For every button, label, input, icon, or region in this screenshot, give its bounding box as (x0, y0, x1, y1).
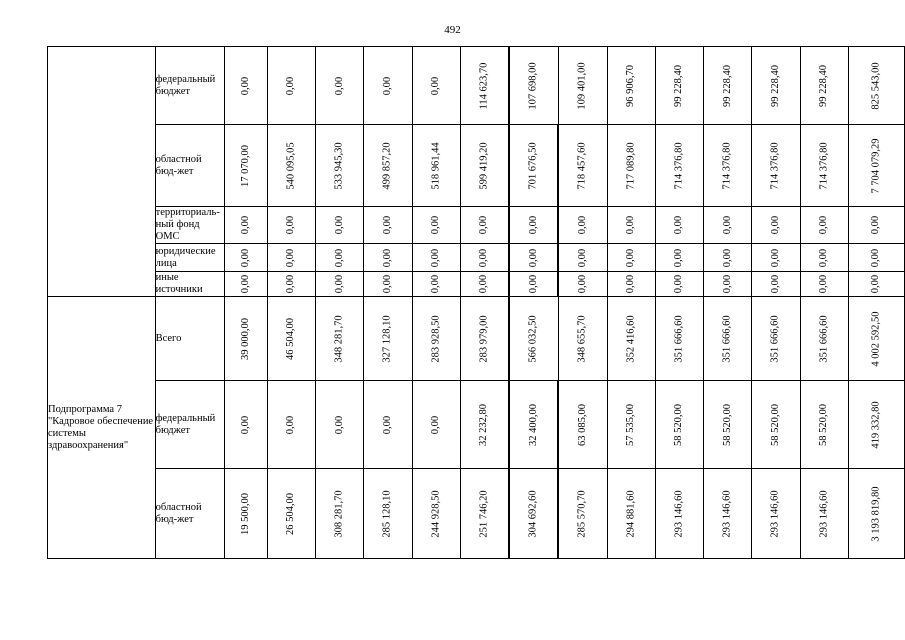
value-cell (558, 244, 607, 272)
value-cell (224, 469, 267, 559)
value-text: 4 002 592,50 (870, 310, 882, 367)
value-text: 0,00 (478, 248, 490, 267)
value-text: 0,00 (381, 215, 393, 235)
value-cell (364, 297, 412, 381)
value-text: 0,00 (285, 76, 297, 95)
value-cell (412, 244, 460, 272)
funding-source-cell: федеральный бюджет (155, 47, 224, 125)
value-text: 351 666,60 (818, 314, 830, 363)
value-cell (364, 125, 412, 207)
value-text: 0,00 (576, 215, 588, 235)
value-cell (267, 125, 315, 207)
value-cell (267, 381, 315, 469)
value-cell (412, 297, 460, 381)
value-text: 0,00 (625, 274, 637, 294)
table-row (48, 469, 905, 559)
value-cell (752, 272, 800, 297)
value-cell (800, 469, 848, 559)
value-cell (800, 381, 848, 469)
value-text: 0,00 (239, 215, 251, 235)
value-text: 0,00 (527, 274, 539, 294)
value-cell (655, 47, 703, 125)
value-cell (316, 272, 364, 297)
value-text: 0,00 (381, 248, 393, 267)
funding-source-cell: областной бюд-жет (155, 469, 224, 559)
value-text: 0,00 (333, 415, 345, 434)
value-text: 0,00 (870, 248, 882, 267)
value-cell (224, 297, 267, 381)
value-text: 99 228,40 (769, 64, 781, 107)
value-cell (848, 125, 904, 207)
value-cell (752, 47, 800, 125)
value-cell (412, 207, 460, 244)
value-text: 0,00 (870, 215, 882, 235)
value-text: 0,00 (673, 215, 685, 235)
value-text: 717 089,80 (625, 141, 637, 190)
value-cell (316, 244, 364, 272)
value-cell (607, 47, 655, 125)
value-cell (752, 207, 800, 244)
table-row (48, 125, 905, 207)
value-text: 718 457,60 (576, 141, 588, 190)
value-text: 714 376,80 (769, 141, 781, 190)
value-text: 294 881,60 (625, 489, 637, 538)
value-text: 0,00 (239, 274, 251, 294)
value-text: 566 032,50 (527, 314, 539, 363)
value-text: 251 746,20 (478, 489, 490, 538)
value-text: 518 961,44 (430, 141, 442, 190)
value-text: 0,00 (333, 248, 345, 267)
value-text: 348 655,70 (576, 314, 588, 363)
value-cell (460, 272, 509, 297)
value-cell (509, 272, 558, 297)
value-text: 0,00 (430, 415, 442, 434)
value-text: 0,00 (381, 274, 393, 294)
value-text: 39 000,00 (239, 317, 251, 360)
value-text: 0,00 (625, 248, 637, 267)
value-cell (558, 125, 607, 207)
value-text: 0,00 (285, 215, 297, 235)
value-cell (848, 244, 904, 272)
value-text: 0,00 (721, 215, 733, 235)
page-number: 492 (444, 24, 461, 36)
value-cell (607, 469, 655, 559)
value-cell (316, 381, 364, 469)
value-text: 32 232,80 (478, 403, 490, 446)
value-cell (800, 297, 848, 381)
value-text: 714 376,80 (818, 141, 830, 190)
value-text: 0,00 (333, 274, 345, 294)
value-text: 0,00 (527, 248, 539, 267)
value-text: 419 332,80 (870, 400, 882, 449)
value-text: 540 095,05 (285, 141, 297, 190)
value-text: 0,00 (818, 248, 830, 267)
value-cell (412, 125, 460, 207)
value-cell (800, 207, 848, 244)
value-text: 3 193 819,80 (870, 485, 882, 542)
value-text: 283 928,50 (430, 314, 442, 363)
value-cell (607, 272, 655, 297)
value-text: 19 500,00 (239, 492, 251, 535)
value-cell (224, 47, 267, 125)
table-row (48, 272, 905, 297)
value-text: 26 504,00 (285, 492, 297, 535)
value-text: 0,00 (576, 248, 588, 267)
value-cell (848, 272, 904, 297)
value-cell (364, 381, 412, 469)
value-cell (607, 297, 655, 381)
value-cell (800, 272, 848, 297)
value-cell (364, 244, 412, 272)
value-cell (364, 469, 412, 559)
value-cell (460, 469, 509, 559)
value-cell (655, 125, 703, 207)
value-text: 348 281,70 (333, 314, 345, 363)
value-cell (509, 207, 558, 244)
table-row (48, 244, 905, 272)
value-text: 0,00 (721, 274, 733, 294)
value-cell (848, 381, 904, 469)
value-text: 701 676,50 (527, 141, 539, 190)
value-cell (848, 47, 904, 125)
value-cell (752, 469, 800, 559)
value-cell (460, 297, 509, 381)
value-cell (558, 272, 607, 297)
value-text: 63 085,00 (576, 403, 588, 446)
program-name-cell (48, 47, 156, 297)
value-text: 0,00 (381, 415, 393, 434)
value-text: 714 376,80 (721, 141, 733, 190)
value-cell (607, 381, 655, 469)
value-text: 327 128,10 (381, 314, 393, 363)
value-text: 599 419,20 (478, 141, 490, 190)
value-cell (267, 244, 315, 272)
funding-source-cell: юридические лица (155, 244, 224, 272)
value-text: 285 570,70 (576, 489, 588, 538)
value-text: 0,00 (239, 248, 251, 267)
value-cell (364, 207, 412, 244)
value-cell (224, 381, 267, 469)
value-cell (752, 244, 800, 272)
value-cell (364, 272, 412, 297)
value-cell (607, 125, 655, 207)
value-cell (558, 207, 607, 244)
value-text: 99 228,40 (721, 64, 733, 107)
value-cell (655, 469, 703, 559)
value-cell (509, 47, 558, 125)
table-row (48, 47, 905, 125)
value-cell (704, 244, 752, 272)
value-cell (412, 272, 460, 297)
value-cell (752, 297, 800, 381)
value-cell (704, 297, 752, 381)
value-text: 0,00 (239, 76, 251, 95)
funding-source-cell: иные источники (155, 272, 224, 297)
value-cell (267, 207, 315, 244)
value-text: 99 228,40 (673, 64, 685, 107)
value-cell (800, 244, 848, 272)
value-cell (509, 297, 558, 381)
value-text: 57 535,00 (625, 403, 637, 446)
table-row (48, 297, 905, 381)
value-cell (412, 381, 460, 469)
value-text: 285 128,10 (381, 489, 393, 538)
value-cell (316, 125, 364, 207)
value-text: 293 146,60 (721, 489, 733, 538)
value-cell (655, 207, 703, 244)
value-cell (800, 125, 848, 207)
value-text: 0,00 (818, 215, 830, 235)
value-text: 32 400,00 (527, 403, 539, 446)
value-text: 283 979,00 (478, 314, 490, 363)
table-row (48, 381, 905, 469)
value-cell (412, 469, 460, 559)
value-text: 0,00 (870, 274, 882, 294)
value-text: 304 692,60 (527, 489, 539, 538)
value-text: 0,00 (769, 248, 781, 267)
value-cell (800, 47, 848, 125)
value-cell (460, 125, 509, 207)
value-text: 714 376,80 (673, 141, 685, 190)
value-text: 0,00 (625, 215, 637, 235)
value-cell (224, 125, 267, 207)
value-cell (558, 469, 607, 559)
value-text: 58 520,00 (721, 403, 733, 446)
value-cell (224, 207, 267, 244)
value-text: 0,00 (285, 415, 297, 434)
value-cell (704, 381, 752, 469)
value-text: 99 228,40 (818, 64, 830, 107)
program-name-cell: Подпрограмма 7 "Кадровое обеспечение системы здравоохранения" (48, 297, 156, 559)
value-text: 7 704 079,29 (870, 137, 882, 194)
value-cell (607, 244, 655, 272)
value-text: 0,00 (430, 215, 442, 235)
value-text: 0,00 (673, 248, 685, 267)
value-cell (267, 297, 315, 381)
value-cell (848, 207, 904, 244)
value-cell (655, 272, 703, 297)
value-cell (558, 47, 607, 125)
value-cell (655, 244, 703, 272)
value-cell (509, 469, 558, 559)
value-text: 0,00 (818, 274, 830, 294)
value-text: 0,00 (769, 215, 781, 235)
value-text: 0,00 (673, 274, 685, 294)
value-cell (412, 47, 460, 125)
value-cell (704, 125, 752, 207)
value-cell (509, 381, 558, 469)
value-cell (460, 207, 509, 244)
value-cell (316, 297, 364, 381)
value-cell (267, 469, 315, 559)
value-cell (364, 47, 412, 125)
table-row (48, 207, 905, 244)
value-cell (267, 47, 315, 125)
value-text: 533 945,30 (333, 141, 345, 190)
value-text: 293 146,60 (673, 489, 685, 538)
value-text: 0,00 (478, 215, 490, 235)
value-text: 351 666,60 (673, 314, 685, 363)
value-cell (704, 272, 752, 297)
value-cell (752, 381, 800, 469)
value-text: 825 543,00 (870, 61, 882, 110)
value-cell (460, 381, 509, 469)
value-text: 499 857,20 (381, 141, 393, 190)
value-text: 0,00 (430, 76, 442, 95)
value-text: 96 906,70 (625, 64, 637, 107)
value-text: 0,00 (333, 215, 345, 235)
value-text: 0,00 (239, 415, 251, 434)
value-cell (509, 125, 558, 207)
financing-table (47, 46, 905, 559)
value-cell (655, 381, 703, 469)
value-cell (224, 244, 267, 272)
value-text: 293 146,60 (818, 489, 830, 538)
value-text: 0,00 (381, 76, 393, 95)
value-text: 0,00 (285, 274, 297, 294)
value-cell (460, 47, 509, 125)
funding-source-cell: Всего (155, 297, 224, 381)
value-text: 244 928,50 (430, 489, 442, 538)
value-cell (607, 207, 655, 244)
value-cell (704, 207, 752, 244)
value-cell (316, 207, 364, 244)
value-cell (509, 244, 558, 272)
value-cell (558, 297, 607, 381)
value-text: 351 666,60 (721, 314, 733, 363)
value-cell (704, 47, 752, 125)
value-text: 17 070,00 (239, 144, 251, 187)
value-text: 0,00 (576, 274, 588, 294)
value-text: 308 281,70 (333, 489, 345, 538)
value-cell (267, 272, 315, 297)
value-text: 109 401,00 (576, 61, 588, 110)
value-cell (704, 469, 752, 559)
value-text: 58 520,00 (673, 403, 685, 446)
value-cell (848, 297, 904, 381)
value-text: 0,00 (333, 76, 345, 95)
value-cell (316, 47, 364, 125)
value-text: 352 416,60 (625, 314, 637, 363)
value-text: 107 698,00 (527, 61, 539, 110)
value-text: 58 520,00 (818, 403, 830, 446)
value-cell (224, 272, 267, 297)
value-cell (460, 244, 509, 272)
funding-source-cell: областной бюд-жет (155, 125, 224, 207)
value-text: 0,00 (430, 248, 442, 267)
value-cell (848, 469, 904, 559)
value-text: 0,00 (430, 274, 442, 294)
value-text: 58 520,00 (769, 403, 781, 446)
value-cell (655, 297, 703, 381)
value-text: 0,00 (769, 274, 781, 294)
value-cell (752, 125, 800, 207)
value-text: 0,00 (285, 248, 297, 267)
value-text: 0,00 (721, 248, 733, 267)
value-text: 46 504,00 (285, 317, 297, 360)
value-text: 351 666,60 (769, 314, 781, 363)
value-text: 114 623,70 (478, 62, 490, 109)
value-text: 0,00 (478, 274, 490, 294)
value-cell (316, 469, 364, 559)
funding-source-cell: территориаль-ный фонд ОМС (155, 207, 224, 244)
value-text: 293 146,60 (769, 489, 781, 538)
value-text: 0,00 (527, 215, 539, 235)
value-cell (558, 381, 607, 469)
funding-source-cell: федеральный бюджет (155, 381, 224, 469)
